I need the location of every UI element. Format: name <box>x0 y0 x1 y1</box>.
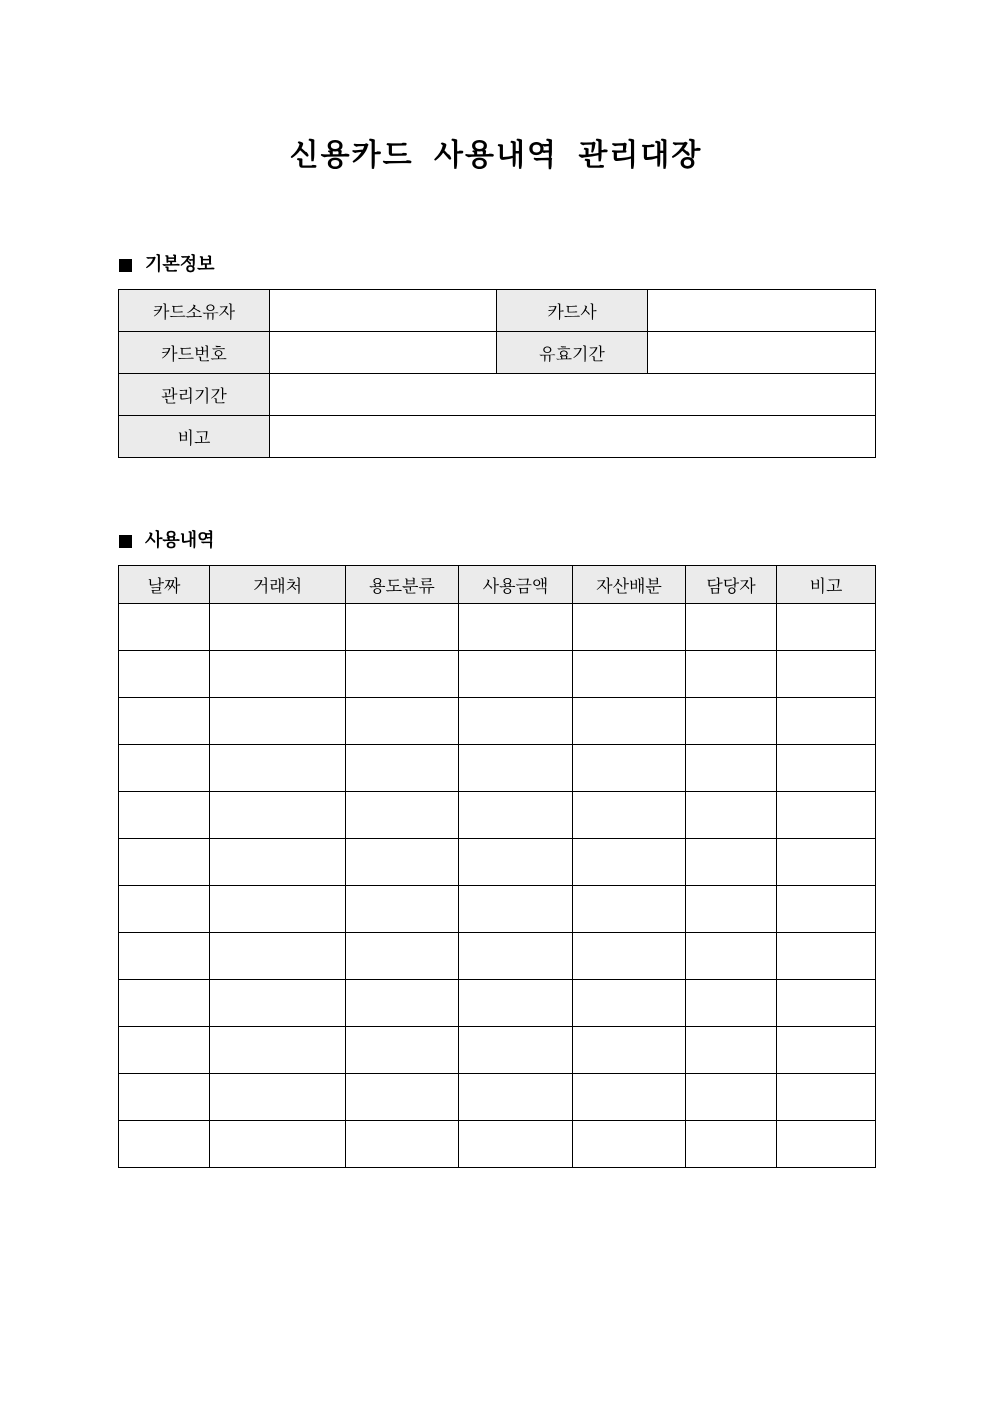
vendor-cell[interactable] <box>210 745 346 792</box>
card-company-field[interactable] <box>648 290 876 332</box>
category-cell[interactable] <box>346 698 459 745</box>
asset-allocation-cell[interactable] <box>573 839 686 886</box>
date-cell[interactable] <box>119 604 210 651</box>
usage-table-body <box>119 604 876 1168</box>
asset-allocation-cell[interactable] <box>573 792 686 839</box>
remarks-label: 비고 <box>119 416 270 458</box>
usage-table <box>118 565 876 1168</box>
validity-field[interactable] <box>648 332 876 374</box>
table-row <box>119 980 876 1027</box>
card-number-field[interactable] <box>270 332 497 374</box>
vendor-cell[interactable] <box>210 839 346 886</box>
table-row <box>119 1121 876 1168</box>
person-in-charge-cell[interactable] <box>686 745 777 792</box>
card-owner-field[interactable] <box>270 290 497 332</box>
person-in-charge-cell[interactable] <box>686 698 777 745</box>
table-row <box>119 604 876 651</box>
table-row <box>119 839 876 886</box>
asset-allocation-cell[interactable] <box>573 1074 686 1121</box>
amount-cell[interactable] <box>459 651 573 698</box>
category-cell[interactable] <box>346 1074 459 1121</box>
date-cell[interactable] <box>119 1074 210 1121</box>
column-header-date: 날짜 <box>119 566 210 604</box>
category-cell[interactable] <box>346 839 459 886</box>
table-row <box>119 933 876 980</box>
amount-cell[interactable] <box>459 698 573 745</box>
amount-cell[interactable] <box>459 1121 573 1168</box>
category-cell[interactable] <box>346 980 459 1027</box>
person-in-charge-cell[interactable] <box>686 1027 777 1074</box>
date-cell[interactable] <box>119 792 210 839</box>
usage-header-row <box>119 566 876 604</box>
asset-allocation-cell[interactable] <box>573 933 686 980</box>
person-in-charge-cell[interactable] <box>686 1121 777 1168</box>
basic-info-table <box>118 289 876 458</box>
asset-allocation-cell[interactable] <box>573 980 686 1027</box>
table-row <box>119 1074 876 1121</box>
date-cell[interactable] <box>119 1121 210 1168</box>
page-title: 신용카드 사용내역 관리대장 <box>289 138 703 173</box>
table-row <box>119 792 876 839</box>
remarks-cell[interactable] <box>777 698 876 745</box>
remarks-cell[interactable] <box>777 792 876 839</box>
remarks-cell[interactable] <box>777 933 876 980</box>
vendor-cell[interactable] <box>210 980 346 1027</box>
date-cell[interactable] <box>119 839 210 886</box>
management-period-field[interactable] <box>270 374 876 416</box>
remarks-field[interactable] <box>270 416 876 458</box>
table-row <box>119 745 876 792</box>
column-header-remarks: 비고 <box>777 566 876 604</box>
category-cell[interactable] <box>346 604 459 651</box>
validity-label: 유효기간 <box>497 332 648 374</box>
remarks-cell[interactable] <box>777 980 876 1027</box>
amount-cell[interactable] <box>459 745 573 792</box>
column-header-asset-allocation: 자산배분 <box>573 566 686 604</box>
category-cell[interactable] <box>346 886 459 933</box>
table-row <box>119 1027 876 1074</box>
remarks-cell[interactable] <box>777 886 876 933</box>
vendor-cell[interactable] <box>210 792 346 839</box>
asset-allocation-cell[interactable] <box>573 1027 686 1074</box>
amount-cell[interactable] <box>459 886 573 933</box>
date-cell[interactable] <box>119 698 210 745</box>
asset-allocation-cell[interactable] <box>573 698 686 745</box>
asset-allocation-cell[interactable] <box>573 651 686 698</box>
asset-allocation-cell[interactable] <box>573 886 686 933</box>
amount-cell[interactable] <box>459 604 573 651</box>
date-cell[interactable] <box>119 980 210 1027</box>
info-row-owner <box>119 290 876 332</box>
square-bullet-icon <box>119 259 132 272</box>
amount-cell[interactable] <box>459 792 573 839</box>
square-bullet-icon <box>119 535 132 548</box>
date-cell[interactable] <box>119 1027 210 1074</box>
remarks-cell[interactable] <box>777 1074 876 1121</box>
column-header-amount: 사용금액 <box>459 566 573 604</box>
asset-allocation-cell[interactable] <box>573 604 686 651</box>
person-in-charge-cell[interactable] <box>686 886 777 933</box>
remarks-cell[interactable] <box>777 604 876 651</box>
card-company-label: 카드사 <box>497 290 648 332</box>
column-header-person-in-charge: 담당자 <box>686 566 777 604</box>
info-row-remarks <box>119 416 876 458</box>
column-header-vendor: 거래처 <box>210 566 346 604</box>
category-cell[interactable] <box>346 792 459 839</box>
info-row-number <box>119 332 876 374</box>
remarks-cell[interactable] <box>777 1121 876 1168</box>
remarks-cell[interactable] <box>777 1027 876 1074</box>
category-cell[interactable] <box>346 1027 459 1074</box>
amount-cell[interactable] <box>459 1074 573 1121</box>
amount-cell[interactable] <box>459 839 573 886</box>
table-row <box>119 651 876 698</box>
vendor-cell[interactable] <box>210 933 346 980</box>
table-row <box>119 698 876 745</box>
person-in-charge-cell[interactable] <box>686 933 777 980</box>
amount-cell[interactable] <box>459 933 573 980</box>
person-in-charge-cell[interactable] <box>686 792 777 839</box>
management-period-label: 관리기간 <box>119 374 270 416</box>
amount-cell[interactable] <box>459 980 573 1027</box>
usage-heading-label: 사용내역 <box>145 530 215 551</box>
asset-allocation-cell[interactable] <box>573 745 686 792</box>
category-cell[interactable] <box>346 745 459 792</box>
person-in-charge-cell[interactable] <box>686 1074 777 1121</box>
usage-heading <box>119 529 215 553</box>
category-cell[interactable] <box>346 1121 459 1168</box>
vendor-cell[interactable] <box>210 698 346 745</box>
date-cell[interactable] <box>119 933 210 980</box>
amount-cell[interactable] <box>459 1027 573 1074</box>
vendor-cell[interactable] <box>210 651 346 698</box>
person-in-charge-cell[interactable] <box>686 839 777 886</box>
category-cell[interactable] <box>346 933 459 980</box>
card-number-label: 카드번호 <box>119 332 270 374</box>
remarks-cell[interactable] <box>777 839 876 886</box>
person-in-charge-cell[interactable] <box>686 980 777 1027</box>
asset-allocation-cell[interactable] <box>573 1121 686 1168</box>
person-in-charge-cell[interactable] <box>686 604 777 651</box>
info-row-period <box>119 374 876 416</box>
remarks-cell[interactable] <box>777 745 876 792</box>
vendor-cell[interactable] <box>210 1074 346 1121</box>
card-owner-label: 카드소유자 <box>119 290 270 332</box>
person-in-charge-cell[interactable] <box>686 651 777 698</box>
table-row <box>119 886 876 933</box>
date-cell[interactable] <box>119 745 210 792</box>
basic-info-heading-label: 기본정보 <box>145 254 215 275</box>
remarks-cell[interactable] <box>777 651 876 698</box>
basic-info-heading <box>119 253 215 277</box>
vendor-cell[interactable] <box>210 1121 346 1168</box>
date-cell[interactable] <box>119 886 210 933</box>
column-header-category: 용도분류 <box>346 566 459 604</box>
vendor-cell[interactable] <box>210 886 346 933</box>
category-cell[interactable] <box>346 651 459 698</box>
vendor-cell[interactable] <box>210 1027 346 1074</box>
vendor-cell[interactable] <box>210 604 346 651</box>
date-cell[interactable] <box>119 651 210 698</box>
